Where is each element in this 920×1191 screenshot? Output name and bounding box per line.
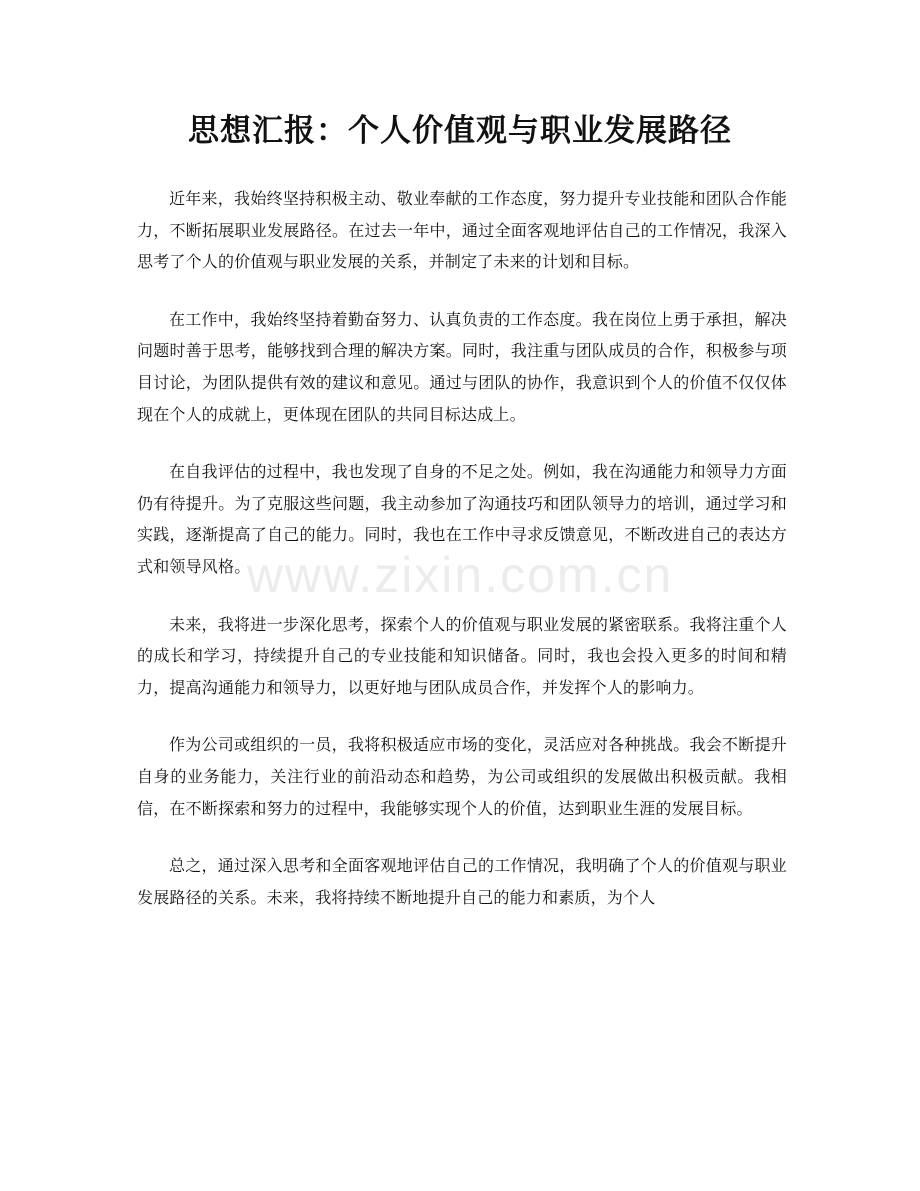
paragraph-4: 未来，我将进一步深化思考，探索个人的价值观与职业发展的紧密联系。我将注重个人的成长和学习，持续提升自己的专业技能和知识储备。同时，我也会投入更多的时间和精力，提高沟通能力和领导力，以更好地与团队成员合作，并发挥个人的影响力。 (137, 614, 787, 697)
paragraph-3: 在自我评估的过程中，我也发现了自身的不足之处。例如，我在沟通能力和领导力方面仍有待提升。为了克服这些问题，我主动参加了沟通技巧和团队领导力的培训，通过学习和实践，逐渐提高了自己的能力。同时，我也在工作中寻求反馈意见，不断改进自己的表达方式和领导风格。 (137, 462, 787, 576)
watermark: www.zixin.com.cn (246, 547, 674, 603)
paragraph-1: 近年来，我始终坚持积极主动、敬业奉献的工作态度，努力提升专业技能和团队合作能力，不断拓展职业发展路径。在过去一年中，通过全面客观地评估自己的工作情况，我深入思考了个人的价值观与职业发展的关系，并制定了未来的计划和目标。 (137, 189, 787, 272)
paragraph-5: 作为公司或组织的一员，我将积极适应市场的变化，灵活应对各种挑战。我会不断提升自身的业务能力，关注行业的前沿动态和趋势，为公司或组织的发展做出积极贡献。我相信，在不断探索和努力的过程中，我能够实现个人的价值，达到职业生涯的发展目标。 (137, 735, 787, 818)
paragraph-2: 在工作中，我始终坚持着勤奋努力、认真负责的工作态度。我在岗位上勇于承担，解决问题时善于思考，能够找到合理的解决方案。同时，我注重与团队成员的合作，积极参与项目讨论，为团队提供有效的建议和意见。通过与团队的协作，我意识到个人的价值不仅仅体现在个人的成就上，更体现在团队的共同目标达成上。 (137, 309, 787, 424)
document-title: 思想汇报：个人价值观与职业发展路径 (188, 113, 732, 149)
document-body (137, 183, 787, 939)
paragraph-6: 总之，通过深入思考和全面客观地评估自己的工作情况，我明确了个人的价值观与职业发展路径的关系。未来，我将持续不断地提升自己的能力和素质，为个人 (137, 856, 787, 907)
